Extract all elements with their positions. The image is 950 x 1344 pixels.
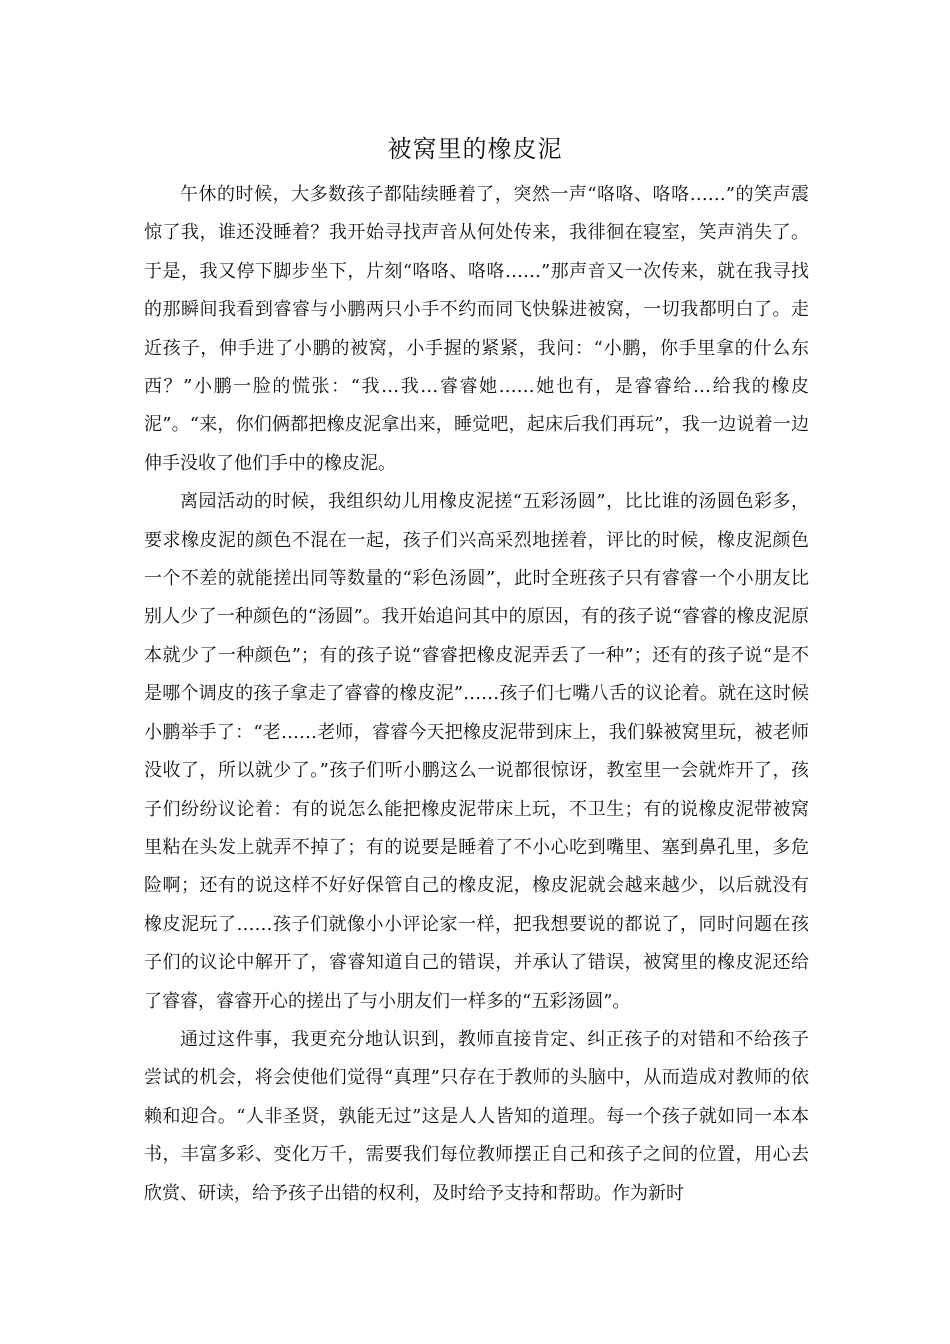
- paragraph-3: 通过这件事，我更充分地认识到，教师直接肯定、纠正孩子的对错和不给孩子尝试的机会，将会使他们觉得“真理”只存在于教师的头脑中，从而造成对教师的依赖和迎合。“人非圣贤，孰能无过”这是人人皆知的道理。每一个孩子就如同一本本书，丰富多彩、变化万千，需要我们每位教师摆正自己和孩子之间的位置，用心去欣赏、研读，给予孩子出错的权利，及时给予支持和帮助。作为新时: [144, 1028, 809, 1204]
- paragraph-2: 离园活动的时候，我组织幼儿用橡皮泥搓“五彩汤圆”，比比谁的汤圆色彩多，要求橡皮泥的颜色不混在一起，孩子们兴高采烈地搓着，评比的时候，橡皮泥颜色一个不差的就能搓出同等数量的“彩色汤圆”，此时全班孩子只有睿睿一个小朋友比别人少了一种颜色的“汤圆”。我开始追问其中的原因，有的孩子说“睿睿的橡皮泥原本就少了一种颜色”；有的孩子说“睿睿把橡皮泥弄丢了一种”；还有的孩子说“是不是哪个调皮的孩子拿走了睿睿的橡皮泥”……孩子们七嘴八舌的议论着。就在这时候小鹏举手了：“老……老师，睿睿今天把橡皮泥带到床上，我们躲被窝里玩，被老师没收了，所以就少了。”孩子们听小鹏这么一说都很惊讶，教室里一会就炸开了，孩子们纷纷议论着：有的说怎么能把橡皮泥带床上玩，不卫生；有的说橡皮泥带被窝里粘在头发上就弄不掉了；有的说要是睡着了不小心吃到嘴里、塞到鼻孔里，多危险啊；还有的说这样不好好保管自己的橡皮泥，橡皮泥就会越来越少，以后就没有橡皮泥玩了……孩子们就像小小评论家一样，把我想要说的都说了，同时问题在孩子们的议论中解开了，睿睿知道自己的错误，并承认了错误，被窝里的橡皮泥还给了睿睿，睿睿开心的搓出了与小朋友们一样多的“五彩汤圆”。: [144, 491, 809, 1012]
- paragraph-1: 午休的时候，大多数孩子都陆续睡着了，突然一声“咯咯、咯咯……”的笑声震惊了我，谁还没睡着？我开始寻找声音从何处传来，我徘徊在寝室，笑声消失了。于是，我又停下脚步坐下，片刻“咯咯、咯咯……”那声音又一次传来，就在我寻找的那瞬间我看到睿睿与小鹏两只小手不约而同飞快躲进被窝，一切我都明白了。走近孩子，伸手进了小鹏的被窝，小手握的紧紧，我问：“小鹏，你手里拿的什么东西？”小鹏一脸的慌张：“我…我…睿睿她……她也有，是睿睿给…给我的橡皮泥”。“来，你们俩都把橡皮泥拿出来，睡觉吧，起床后我们再玩”，我一边说着一边伸手没收了他们手中的橡皮泥。: [144, 184, 809, 474]
- document-body: [144, 176, 809, 1213]
- document-title: 被窝里的橡皮泥: [387, 135, 563, 163]
